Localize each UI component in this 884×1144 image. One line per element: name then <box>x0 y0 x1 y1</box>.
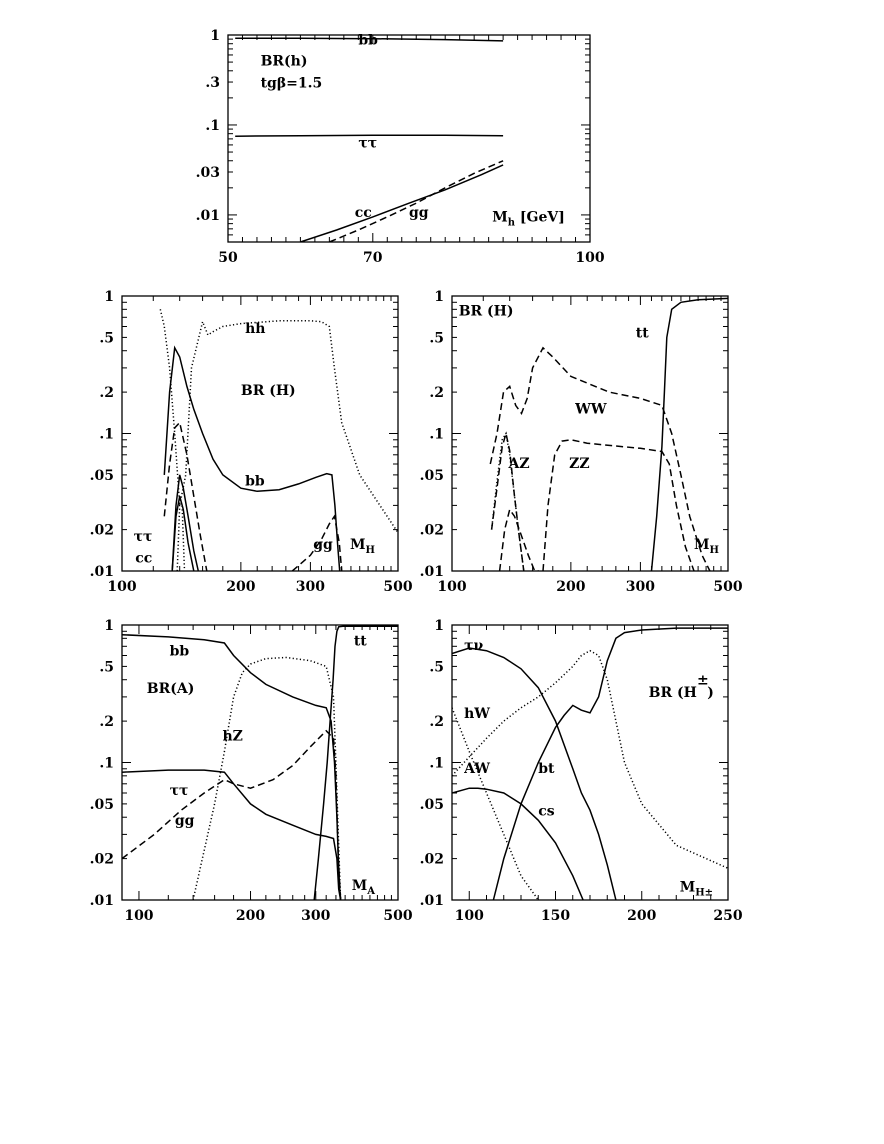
annotation: tt <box>635 325 649 342</box>
series-line <box>452 788 583 900</box>
annotation: ) <box>707 684 714 701</box>
annotation: $M_A$ <box>351 878 375 898</box>
plot-frame <box>452 296 728 571</box>
annotation: bt <box>538 760 555 777</box>
y-tick-label: .2 <box>429 714 444 731</box>
x-tick-label: 100 <box>575 250 605 266</box>
annotation: gg <box>313 536 333 553</box>
annotation: hZ <box>222 728 243 745</box>
plot-frame <box>122 625 398 900</box>
annotation: ττ <box>133 529 153 546</box>
x-tick-label: 100 <box>124 908 154 924</box>
y-tick-label: .1 <box>205 117 220 134</box>
annotation: BR(A) <box>146 681 195 698</box>
series-line <box>493 628 728 900</box>
series-line <box>122 770 341 900</box>
annotation: $M_h$ [GeV] <box>492 209 565 229</box>
x-tick-label: 200 <box>226 579 256 595</box>
annotation: tt <box>353 633 367 650</box>
annotation: bb <box>358 32 378 49</box>
y-tick-label: .01 <box>89 893 114 909</box>
annotation: bb <box>169 643 190 660</box>
x-tick-label: 200 <box>556 579 586 595</box>
y-tick-label: .1 <box>429 426 444 443</box>
y-tick-label: .03 <box>195 164 220 181</box>
y-tick-label: 1 <box>104 618 114 634</box>
y-tick-label: .01 <box>419 893 444 909</box>
x-tick-label: 300 <box>625 579 656 595</box>
series-line <box>164 423 207 571</box>
annotation: hh <box>245 320 266 337</box>
annotation: bb <box>245 473 265 490</box>
series-line <box>160 309 398 532</box>
annotation: AW <box>464 760 490 777</box>
annotation: ττ <box>358 135 378 152</box>
y-tick-label: .5 <box>99 330 114 347</box>
series-line <box>452 708 538 900</box>
y-tick-label: .05 <box>89 796 114 813</box>
x-tick-label: 50 <box>218 250 238 266</box>
y-tick-label: 1 <box>434 618 444 634</box>
annotation: cs <box>538 803 555 820</box>
annotation: gg <box>174 813 195 830</box>
y-tick-label: .5 <box>429 659 444 676</box>
annotation: cc <box>135 550 153 567</box>
y-tick-label: .05 <box>419 467 444 484</box>
series-line <box>492 434 524 572</box>
annotation: $M_H$ <box>693 536 719 556</box>
y-tick-label: .02 <box>419 522 444 539</box>
x-tick-label: 500 <box>383 908 413 924</box>
annotation: cc <box>354 204 372 221</box>
y-tick-label: 1 <box>104 289 114 305</box>
y-tick-label: .01 <box>89 564 114 580</box>
plot-frame <box>122 296 398 571</box>
y-tick-label: .01 <box>195 207 220 224</box>
annotation: WW <box>575 401 607 418</box>
annotation: gg <box>409 204 429 221</box>
annotation: BR (H) <box>458 303 514 320</box>
series-line <box>543 440 694 571</box>
y-tick-label: .5 <box>429 330 444 347</box>
x-tick-label: 100 <box>454 908 484 924</box>
x-tick-label: 200 <box>235 908 266 924</box>
annotation: AZ <box>508 456 530 473</box>
x-tick-label: 150 <box>540 908 571 924</box>
y-tick-label: .05 <box>89 467 114 484</box>
annotation: BR (H <box>648 684 697 701</box>
annotation: ± <box>696 672 709 689</box>
series-line <box>300 165 503 242</box>
annotation: tgβ=1.5 <box>260 75 323 92</box>
y-tick-label: .1 <box>99 755 114 772</box>
x-tick-label: 250 <box>713 908 743 924</box>
series-line <box>314 626 398 900</box>
series-line <box>492 434 524 572</box>
y-tick-label: .2 <box>99 714 114 731</box>
x-tick-label: 300 <box>295 579 326 595</box>
annotation: $M_{H\pm}$ <box>679 879 714 899</box>
y-tick-label: 1 <box>210 28 220 44</box>
y-tick-label: .1 <box>429 755 444 772</box>
annotation: hW <box>464 706 490 723</box>
y-tick-label: .2 <box>99 385 114 402</box>
x-tick-label: 300 <box>301 908 331 924</box>
x-tick-label: 100 <box>437 579 467 595</box>
y-tick-label: .05 <box>419 796 444 813</box>
x-tick-label: 200 <box>627 908 657 924</box>
y-tick-label: .3 <box>205 75 220 92</box>
x-tick-label: 70 <box>363 250 383 266</box>
y-tick-label: .02 <box>419 851 444 868</box>
plot-frame <box>452 625 728 900</box>
y-tick-label: .01 <box>419 564 444 580</box>
series-line <box>329 161 503 242</box>
x-tick-label: 100 <box>107 579 137 595</box>
annotation: BR (H) <box>240 383 296 400</box>
y-tick-label: .5 <box>99 659 114 676</box>
x-tick-label: 500 <box>713 579 743 595</box>
series-line <box>122 635 341 900</box>
chart-H <box>90 289 413 595</box>
y-tick-label: .1 <box>99 426 114 443</box>
annotation: BR(h) <box>260 53 308 70</box>
annotation: ττ <box>169 783 189 800</box>
chart-h <box>196 28 605 266</box>
annotation: $M_H$ <box>350 536 375 556</box>
chart-H2 <box>420 289 743 595</box>
y-tick-label: .2 <box>429 385 444 402</box>
series-line <box>652 298 729 571</box>
series-line <box>122 731 341 900</box>
y-tick-label: .02 <box>89 851 114 868</box>
x-tick-label: 500 <box>383 579 413 595</box>
series-line <box>452 651 728 869</box>
annotation: τν <box>464 637 484 654</box>
annotation: ZZ <box>569 456 590 473</box>
y-tick-label: 1 <box>434 289 444 305</box>
chart-Hpm <box>420 618 743 924</box>
y-tick-label: .02 <box>89 522 114 539</box>
chart-A <box>90 618 413 924</box>
